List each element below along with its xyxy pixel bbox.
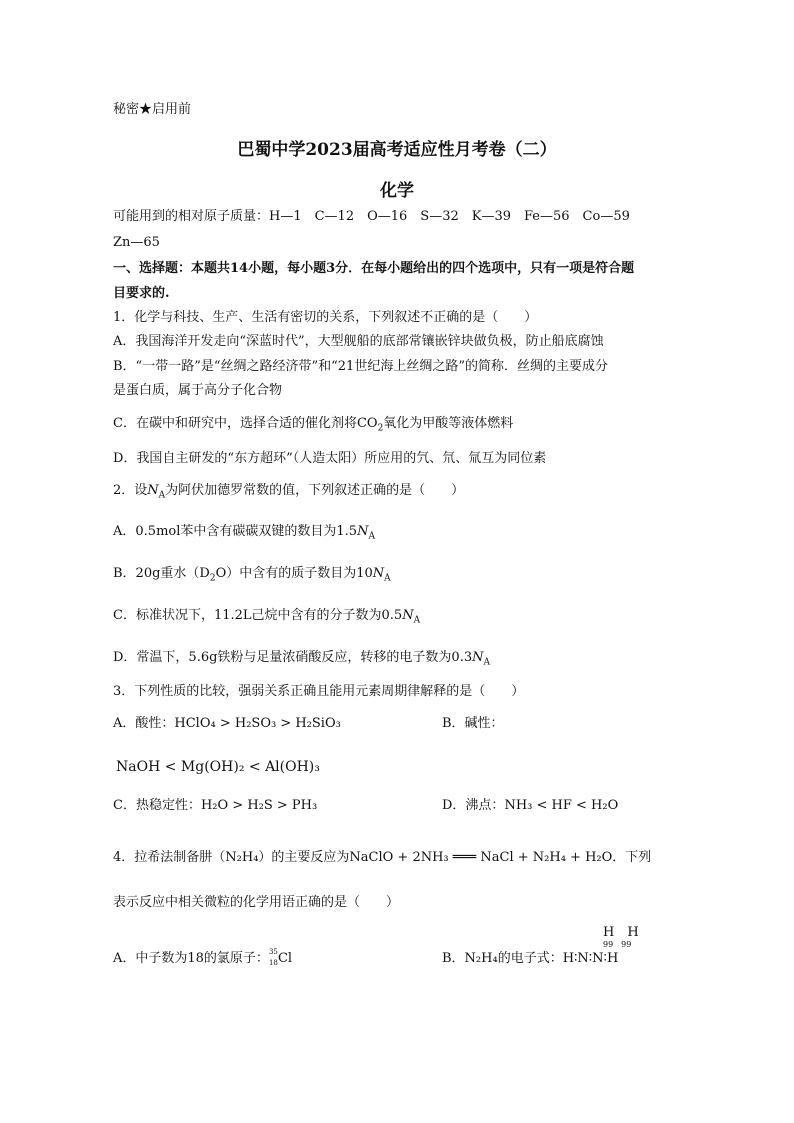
q2-option-b-n: N bbox=[372, 566, 385, 581]
secret-label: 秘密★启用前 bbox=[113, 102, 192, 117]
q3-option-a bbox=[113, 717, 341, 730]
q2-option-b-sub: 2 bbox=[209, 573, 216, 584]
q1-option-b-line-2: 是蛋白质，属于高分子化合物 bbox=[113, 383, 283, 398]
q4-option-b bbox=[442, 952, 618, 965]
subject-title: 化学 bbox=[380, 181, 414, 201]
q2-option-a-text: A．0.5mol苯中含有碳碳双键的数目为1.5 bbox=[113, 524, 358, 539]
q4-option-b-formula: H∶N∶N∶H bbox=[562, 951, 619, 966]
q3-option-d bbox=[442, 799, 618, 812]
q4-option-b-label: B．N₂H₄的电子式： bbox=[442, 951, 563, 966]
q3-option-b-formula: NaOH < Mg(OH)₂ < Al(OH)₃ bbox=[116, 759, 320, 775]
q3-stem: 3．下列性质的比较，强弱关系正确且能用元素周期律解释的是（ ） bbox=[113, 684, 525, 699]
chlorine-symbol: Cl bbox=[277, 951, 293, 966]
q4-stem-pre: 4．拉希法制备肼（N₂H₄）的主要反应为 bbox=[113, 850, 350, 865]
q2-option-b-pre: B．20g重水（D bbox=[113, 566, 210, 581]
q2-stem-a: A bbox=[158, 490, 166, 501]
q2-option-d-text: D．常温下，5.6g铁粉与足量浓硝酸反应，转移的电子数为0.3 bbox=[113, 650, 473, 665]
q2-option-b-post: O）中含有的质子数目为10 bbox=[215, 566, 373, 581]
q2-stem-pre: 2．设 bbox=[113, 483, 148, 498]
q2-option-d-n: N bbox=[472, 650, 484, 665]
q2-option-d bbox=[113, 650, 490, 668]
q2-option-c-n: N bbox=[402, 608, 414, 623]
q3-option-d-label: D．沸点： bbox=[442, 798, 505, 813]
q1-option-c-sub: 2 bbox=[377, 423, 384, 434]
q2-option-b bbox=[113, 566, 391, 584]
q3-option-a-formula: HClO₄ > H₂SO₃ > H₂SiO₃ bbox=[174, 716, 341, 731]
q2-stem-post: 为阿伏加德罗常数的值，下列叙述正确的是（ ） bbox=[165, 483, 465, 498]
section-heading-2: 目要求的. bbox=[113, 286, 170, 301]
q4-stem-post: ．下列 bbox=[612, 850, 652, 865]
atomic-mass-line-1: 可能用到的相对原子质量：H—1 C—12 O—16 S—32 K—39 Fe—56 Co—59 bbox=[113, 209, 630, 224]
q1-option-d: D．我国自主研发的“东方超环”（人造太阳）所应用的氕、氘、氚互为同位素 bbox=[113, 451, 547, 466]
section-heading-1: 一、选择题：本题共14小题，每小题3分．在每小题给出的四个选项中，只有一项是符合题 bbox=[113, 261, 635, 276]
q2-option-b-a: A bbox=[384, 573, 391, 584]
q4-stem bbox=[113, 851, 651, 864]
q3-option-c-formula: H₂O > H₂S > PH₃ bbox=[200, 798, 318, 813]
q4-stem-line-2: 表示反应中相关微粒的化学用语正确的是（ ） bbox=[113, 895, 400, 910]
atomic-mass-line-2: Zn—65 bbox=[113, 235, 160, 250]
q1-option-a: A．我国海洋开发走向“深蓝时代”，大型舰船的底部常镶嵌锌块做负极，防止船底腐蚀 bbox=[113, 334, 604, 349]
chlorine-atomic-number: 18 bbox=[268, 959, 278, 967]
q2-option-a bbox=[113, 524, 375, 542]
q2-stem bbox=[113, 483, 465, 501]
q3-option-c-label: C．热稳定性： bbox=[113, 798, 201, 813]
electron-formula-dots: 99 99 bbox=[603, 940, 632, 949]
q4-reaction: NaClO + 2NH₃ ═══ NaCl + N₂H₄ + H₂O bbox=[349, 850, 613, 865]
q1-option-c-post: 氧化为甲酸等液体燃料 bbox=[383, 416, 514, 431]
q3-option-d-formula: NH₃ < HF < H₂O bbox=[504, 798, 619, 813]
q2-option-a-sub: A bbox=[368, 531, 375, 542]
chlorine-nuclide bbox=[268, 948, 299, 967]
q2-option-a-n: N bbox=[357, 524, 369, 539]
q3-option-b-label: B．碱性： bbox=[442, 716, 504, 731]
chlorine-mass-number: 35 bbox=[268, 948, 278, 956]
q2-option-c bbox=[113, 608, 421, 626]
q4-option-a bbox=[113, 948, 299, 967]
q4-option-a-label: A．中子数为18的氯原子： bbox=[113, 951, 269, 966]
q1-option-c bbox=[113, 416, 514, 434]
q2-option-d-sub: A bbox=[483, 657, 490, 668]
q1-option-c-pre: C．在碳中和研究中，选择合适的催化剂将CO bbox=[113, 416, 378, 431]
electron-formula-top-h: H H bbox=[603, 925, 639, 940]
q3-option-c bbox=[113, 799, 317, 812]
q2-option-c-sub: A bbox=[413, 615, 421, 626]
q1-option-b-line-1: B．“一带一路”是“丝绸之路经济带”和“21世纪海上丝绸之路”的简称．丝绸的主要成分 bbox=[113, 359, 608, 374]
q2-option-c-text: C．标准状况下，11.2L己烷中含有的分子数为0.5 bbox=[113, 608, 403, 623]
q2-stem-n: N bbox=[147, 483, 159, 498]
q3-option-a-label: A．酸性： bbox=[113, 716, 175, 731]
page-title: 巴蜀中学2023届高考适应性月考卷（二） bbox=[237, 140, 557, 160]
q1-stem: 1．化学与科技、生产、生活有密切的关系，下列叙述不正确的是（ ） bbox=[113, 310, 538, 325]
